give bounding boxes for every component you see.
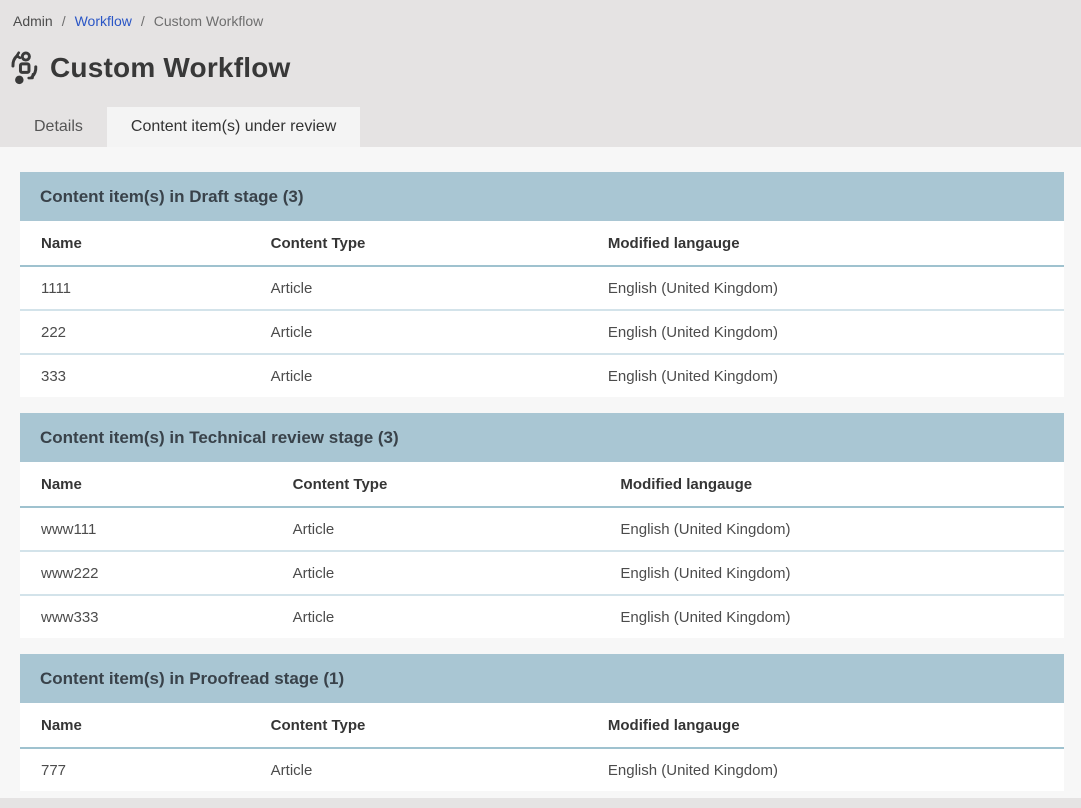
stage-table	[20, 221, 1064, 397]
stage-section-header	[20, 654, 1064, 703]
breadcrumb-item-current: Custom Workflow	[153, 13, 264, 29]
table-row[interactable]	[20, 748, 1064, 791]
table-cell: Article	[250, 266, 587, 310]
table-cell: 1111	[20, 266, 250, 310]
table-cell: English (United Kingdom)	[607, 762, 778, 779]
breadcrumb	[0, 0, 1081, 29]
column-header: Name	[20, 221, 250, 266]
table-row[interactable]	[20, 507, 1064, 551]
table-cell: Article	[272, 551, 600, 595]
tab-bar	[0, 107, 1081, 147]
tab-content-items-under-review[interactable]: Content item(s) under review	[107, 107, 360, 147]
column-header: Modified langauge	[587, 703, 1064, 748]
table-header-row	[20, 462, 1064, 507]
table-cell: English (United Kingdom)	[587, 310, 1064, 354]
top-bar	[0, 0, 1081, 147]
page-header	[0, 29, 1081, 85]
column-header: Content Type	[272, 462, 600, 507]
stage-section-header	[20, 172, 1064, 221]
column-header: Name	[20, 703, 250, 748]
stage-section	[20, 172, 1064, 397]
table-cell: English (United Kingdom)	[620, 609, 791, 626]
table-cell: Article	[270, 762, 313, 779]
table-cell: www333	[41, 609, 99, 626]
column-header: Content Type	[250, 221, 587, 266]
stage-section-header	[20, 413, 1064, 462]
table-row[interactable]	[20, 266, 1064, 310]
table-cell: 777	[41, 762, 67, 779]
table-cell: Article	[272, 507, 600, 551]
table-cell: English (United Kingdom)	[599, 507, 1064, 551]
stage-section-title: Content item(s) in Proofread stage (1)	[40, 669, 345, 688]
breadcrumb-item-admin: Admin	[13, 13, 53, 29]
breadcrumb-item-workflow[interactable]: Workflow	[74, 13, 132, 29]
stage-table	[20, 703, 1064, 791]
table-cell: Article	[292, 609, 335, 626]
table-row[interactable]	[20, 354, 1064, 397]
table-cell: 222	[20, 310, 250, 354]
table-header-row	[20, 221, 1064, 266]
table-cell: 333	[41, 368, 67, 385]
breadcrumb-separator: /	[61, 13, 66, 29]
table-cell: English (United Kingdom)	[587, 266, 1064, 310]
stage-section	[20, 413, 1064, 638]
breadcrumb-separator: /	[140, 13, 145, 29]
stage-section	[20, 654, 1064, 791]
stage-section-title: Content item(s) in Draft stage (3)	[40, 187, 304, 206]
table-cell: www111	[20, 507, 272, 551]
tab-details[interactable]: Details	[34, 118, 83, 135]
table-cell: www222	[20, 551, 272, 595]
column-header: Content Type	[250, 703, 587, 748]
stage-section-title: Content item(s) in Technical review stage (3)	[40, 428, 399, 447]
table-row[interactable]	[20, 551, 1064, 595]
content-area	[0, 147, 1081, 798]
page-title: Custom Workflow	[50, 52, 291, 83]
table-cell: Article	[270, 368, 313, 385]
stage-table	[20, 462, 1064, 638]
table-row[interactable]	[20, 595, 1064, 638]
table-cell: English (United Kingdom)	[607, 368, 778, 385]
column-header: Name	[20, 462, 272, 507]
table-cell: English (United Kingdom)	[599, 551, 1064, 595]
table-cell: Article	[250, 310, 587, 354]
column-header: Modified langauge	[599, 462, 1064, 507]
table-row[interactable]	[20, 310, 1064, 354]
stage-sections	[20, 172, 1064, 791]
workflow-icon	[8, 51, 42, 85]
column-header: Modified langauge	[587, 221, 1064, 266]
table-header-row	[20, 703, 1064, 748]
